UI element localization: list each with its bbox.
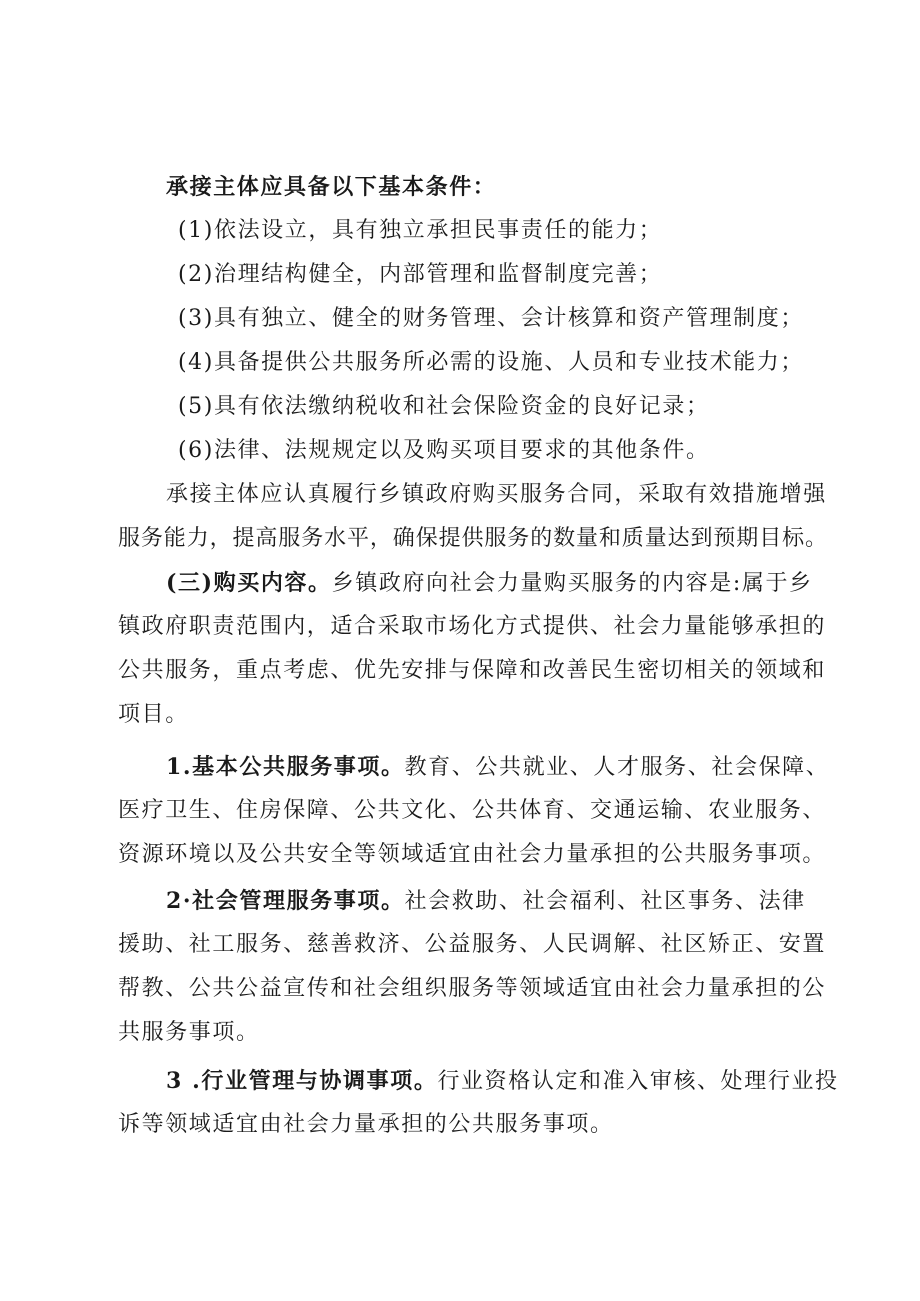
item-2-line-1 <box>166 886 806 917</box>
section-3-line-2: 镇政府职责范围内，适合采取市场化方式提供、社会力量能够承担的 <box>118 614 827 639</box>
item-1-line-1 <box>166 752 829 783</box>
condition-item-3: (3)具有独立、健全的财务管理、会计核算和资产管理制度； <box>178 306 804 331</box>
condition-item-6: (6)法律、法规规定以及购买项目要求的其他条件。 <box>178 438 710 463</box>
item-3-text: 行业资格认定和准入审核、处理行业投 <box>437 1069 839 1094</box>
item-2-text: 社会救助、社会福利、社区事务、法律 <box>404 889 806 914</box>
section-3-line-4: 项目。 <box>118 702 189 727</box>
item-2-line-4: 共服务事项。 <box>118 1020 260 1045</box>
item-1-text: 教育、公共就业、人才服务、社会保障、 <box>404 755 830 780</box>
section-3-line-1 <box>166 568 813 599</box>
duty-paragraph-line-1: 承接主体应认真履行乡镇政府购买服务合同，采取有效措施增强 <box>166 482 827 507</box>
item-2-line-3: 帮教、公共公益宣传和社会组织服务等领域适宜由社会力量承担的公 <box>118 976 827 1001</box>
conditions-heading: 承接主体应具备以下基本条件： <box>166 174 497 200</box>
item-3-line-2: 诉等领域适宜由社会力量承担的公共服务事项。 <box>118 1112 614 1137</box>
condition-item-1: (1)依法设立，具有独立承担民事责任的能力； <box>178 218 663 243</box>
item-2-line-2: 援助、社工服务、慈善救济、公益服务、人民调解、社区矫正、安置 <box>118 932 827 957</box>
item-1-line-2: 医疗卫生、住房保障、公共文化、公共体育、交通运输、农业服务、 <box>118 798 827 823</box>
section-3-line-3: 公共服务，重点考虑、优先安排与保障和改善民生密切相关的领域和 <box>118 658 827 683</box>
item-3-line-1 <box>166 1066 839 1097</box>
item-2-title: 2·社会管理服务事项。 <box>166 888 405 914</box>
condition-item-4: (4)具备提供公共服务所必需的设施、人员和专业技术能力； <box>178 350 804 375</box>
section-3-text: 乡镇政府向社会力量购买服务的内容是:属于乡 <box>331 571 813 596</box>
condition-item-5: (5)具有依法缴纳税收和社会保险资金的良好记录； <box>178 394 710 419</box>
section-3-title: (三)购买内容。 <box>166 570 332 596</box>
item-3-title: 3 .行业管理与协调事项。 <box>166 1068 438 1094</box>
item-1-line-3: 资源环境以及公共安全等领域适宜由社会力量承担的公共服务事项。 <box>118 842 827 867</box>
duty-paragraph-line-2: 服务能力，提高服务水平，确保提供服务的数量和质量达到预期目标。 <box>118 526 828 551</box>
item-1-title: 1.基本公共服务事项。 <box>166 754 405 780</box>
condition-item-2: (2)治理结构健全，内部管理和监督制度完善； <box>178 262 663 287</box>
